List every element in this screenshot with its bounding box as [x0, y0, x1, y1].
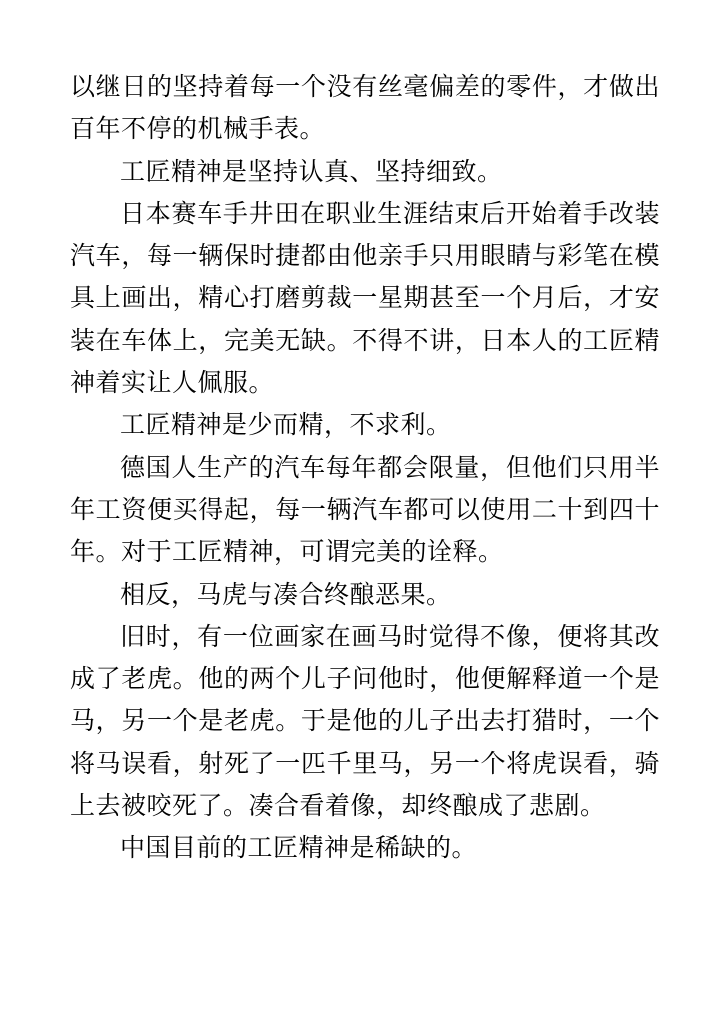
- body-text: [70, 66, 660, 870]
- paragraph-painter-story: 旧时，有一位画家在画马时觉得不像，便将其改成了老虎。他的两个儿子问他时，他便解释道一个是马，另一个是老虎。于是他的儿子出去打猎时，一个将马误看，射死了一匹千里马，另一个将虎误看，骑上去被咬死了。凑合看着像，却终酿成了悲剧。: [70, 621, 660, 821]
- paragraph-germany-example: 德国人生产的汽车每年都会限量，但他们只用半年工资便买得起，每一辆汽车都可以使用二十到四十年。对于工匠精神，可谓完美的诠释。: [70, 452, 660, 567]
- paragraph-continuation: 以继日的坚持着每一个没有丝毫偏差的零件，才做出百年不停的机械手表。: [70, 72, 660, 144]
- paragraph-china-conclusion: 中国目前的工匠精神是稀缺的。: [120, 833, 478, 863]
- paragraph-japan-example: 日本赛车手井田在职业生涯结束后开始着手改装汽车，每一辆保时捷都由他亲手只用眼睛与彩笔在模具上画出，精心打磨剪裁一星期甚至一个月后，才安装在车体上，完美无缺。不得不讲，日本人的工匠精神着实让人佩服。: [70, 198, 660, 398]
- paragraph-thesis-quality: 工匠精神是少而精，不求利。: [120, 410, 452, 440]
- paragraph-contrast: 相反，马虎与凑合终酿恶果。: [120, 579, 452, 609]
- paragraph-thesis-dedication: 工匠精神是坚持认真、坚持细致。: [120, 156, 503, 186]
